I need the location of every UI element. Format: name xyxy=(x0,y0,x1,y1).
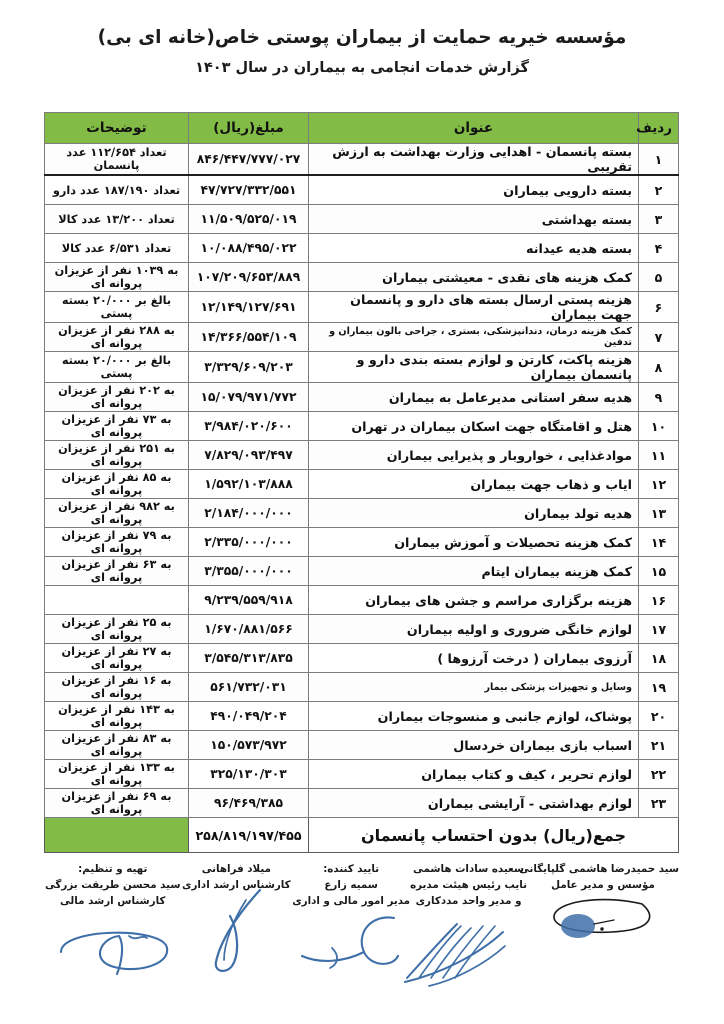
cell-amount-rial: ۳/۳۲۹/۶۰۹/۲۰۳ xyxy=(189,352,309,383)
signature-name: سعیده سادات هاشمی xyxy=(413,863,524,875)
cell-amount-rial: ۴۹۰/۰۴۹/۲۰۴ xyxy=(189,702,309,731)
cell-description: به ۲۷ نفر از عزیزان پروانه ای xyxy=(45,644,189,673)
cell-amount-rial: ۱۵/۰۷۹/۹۷۱/۷۷۲ xyxy=(189,383,309,412)
table-row xyxy=(45,292,679,323)
cell-row-number: ۹ xyxy=(639,383,679,412)
cell-row-number: ۲۳ xyxy=(639,789,679,818)
signature-position: مؤسس و مدیر عامل xyxy=(551,878,655,891)
cell-amount-rial: ۲/۳۳۵/۰۰۰/۰۰۰ xyxy=(189,528,309,557)
cell-amount-rial: ۴۷/۷۲۷/۳۳۲/۵۵۱ xyxy=(189,175,309,205)
signature-area xyxy=(45,862,679,984)
cell-description: به ۲۵ نفر از عزیزان پروانه ای xyxy=(45,615,189,644)
table-row xyxy=(45,144,679,176)
cell-row-number: ۱۷ xyxy=(639,615,679,644)
signature-position-line2: و مدیر واحد مددکاری xyxy=(415,894,522,907)
cell-description: به ۲۰۲ نفر از عزیزان پروانه ای xyxy=(45,383,189,412)
cell-amount-rial: ۸۴۶/۴۴۷/۷۷۷/۰۲۷ xyxy=(189,144,309,176)
cell-description: به ۶۹ نفر از عزیزان پروانه ای xyxy=(45,789,189,818)
signature-block xyxy=(410,862,527,984)
signature-role: تایید کننده: xyxy=(323,863,380,875)
cell-amount-rial: ۷/۸۲۹/۰۹۳/۴۹۷ xyxy=(189,441,309,470)
cell-service-title: هتل و اقامتگاه جهت اسکان بیماران در تهران xyxy=(309,412,639,441)
organization-title: مؤسسه خیریه حمایت از بیماران پوستی خاص(خانه ای بی) xyxy=(97,27,627,48)
cell-description: به ۸۵ نفر از عزیزان پروانه ای xyxy=(45,470,189,499)
signature-block xyxy=(180,862,292,984)
table-body xyxy=(45,144,679,853)
cell-amount-rial: ۱۱/۵۰۹/۵۲۵/۰۱۹ xyxy=(189,205,309,234)
table-row xyxy=(45,412,679,441)
cell-description: به ۸۳ نفر از عزیزان پروانه ای xyxy=(45,731,189,760)
cell-row-number: ۱ xyxy=(639,144,679,176)
signature-name: میلاد فراهانی xyxy=(201,863,271,875)
cell-row-number: ۶ xyxy=(639,292,679,323)
cell-row-number: ۴ xyxy=(639,234,679,263)
table-row xyxy=(45,586,679,615)
cell-amount-rial: ۱۰/۰۸۸/۴۹۵/۰۲۲ xyxy=(189,234,309,263)
cell-description: به ۱۳۳ نفر از عزیزان پروانه ای xyxy=(45,760,189,789)
cell-row-number: ۲۲ xyxy=(639,760,679,789)
signature-block xyxy=(519,862,679,984)
cell-amount-rial: ۱/۵۹۲/۱۰۳/۸۸۸ xyxy=(189,470,309,499)
signature-name: سمیه زارع xyxy=(324,878,378,891)
cell-description: به ۲۸۸ نفر از عزیزان پروانه ای xyxy=(45,323,189,352)
cell-service-title: لوازم بهداشتی - آرایشی بیماران xyxy=(309,789,639,818)
cell-amount-rial: ۹/۲۳۹/۵۵۹/۹۱۸ xyxy=(189,586,309,615)
cell-service-title: کمک هزینه تحصیلات و آموزش بیماران xyxy=(309,528,639,557)
cell-amount-rial: ۱/۶۷۰/۸۸۱/۵۶۶ xyxy=(189,615,309,644)
column-header-amount: مبلغ(ریال) xyxy=(189,113,309,144)
table-row xyxy=(45,470,679,499)
signature-position: کارشناس ارشد مالی xyxy=(60,894,166,907)
signature-position: نایب رئیس هیئت مدیره xyxy=(410,878,527,891)
cell-row-number: ۱۳ xyxy=(639,499,679,528)
cell-amount-rial: ۵۶۱/۷۳۲/۰۳۱ xyxy=(189,673,309,702)
cell-row-number: ۱۸ xyxy=(639,644,679,673)
report-table-container xyxy=(45,112,679,853)
cell-service-title: بسته هدیه عیدانه xyxy=(309,234,639,263)
cell-service-title: بسته پانسمان - اهدایی وزارت بهداشت به ارزش تقریبی xyxy=(309,144,639,176)
cell-amount-rial: ۳/۵۴۵/۳۱۳/۸۳۵ xyxy=(189,644,309,673)
cell-service-title: هزینه برگزاری مراسم و جشن های بیماران xyxy=(309,586,639,615)
table-row xyxy=(45,789,679,818)
cell-row-number: ۱۹ xyxy=(639,673,679,702)
cell-amount-rial: ۹۶/۴۶۹/۳۸۵ xyxy=(189,789,309,818)
cell-row-number: ۳ xyxy=(639,205,679,234)
signature-position: کارشناس ارشد اداری xyxy=(182,878,291,891)
signature-ink-area xyxy=(410,912,527,984)
cell-amount-rial: ۲/۱۸۴/۰۰۰/۰۰۰ xyxy=(189,499,309,528)
cell-row-number: ۸ xyxy=(639,352,679,383)
table-row xyxy=(45,383,679,412)
cell-service-title: بسته بهداشتی xyxy=(309,205,639,234)
signature-ink-area xyxy=(45,912,180,984)
cell-service-title: لوازم خانگی ضروری و اولیه بیماران xyxy=(309,615,639,644)
cell-service-title: آرزوی بیماران ( درخت آرزوها ) xyxy=(309,644,639,673)
table-row xyxy=(45,557,679,586)
cell-service-title: بسته دارویی بیماران xyxy=(309,175,639,205)
cell-service-title: هدیه تولد بیماران xyxy=(309,499,639,528)
cell-service-title: موادغذایی ، خواروبار و پذیرایی بیماران xyxy=(309,441,639,470)
signature-stamp xyxy=(538,896,668,956)
cell-service-title: وسایل و تجهیزات پزشکی بیمار xyxy=(309,673,639,702)
cell-description: به ۹۸۲ نفر از عزیزان پروانه ای xyxy=(45,499,189,528)
cell-service-title: کمک هزینه درمان، دندانپزشکی، بستری ، جراحی بالون بیماران و تدفین xyxy=(309,323,639,352)
cell-description: بالغ بر ۲۰/۰۰۰ بسته پستی xyxy=(45,292,189,323)
table-row xyxy=(45,673,679,702)
signature-name: سید حمیدرضا هاشمی گلپایگانی xyxy=(519,863,679,875)
signature-block xyxy=(292,862,410,984)
cell-service-title: اسباب بازی بیماران خردسال xyxy=(309,731,639,760)
report-subtitle: گزارش خدمات انجامی به بیماران در سال ۱۴۰۳ xyxy=(195,59,529,76)
table-row xyxy=(45,615,679,644)
cell-service-title: کمک هزینه بیماران ایتام xyxy=(309,557,639,586)
cell-description: به ۱۰۳۹ نفر از عزیزان پروانه ای xyxy=(45,263,189,292)
cell-row-number: ۷ xyxy=(639,323,679,352)
column-header-title: عنوان xyxy=(309,113,639,144)
table-row xyxy=(45,263,679,292)
cell-description: به ۱۶ نفر از عزیزان پروانه ای xyxy=(45,673,189,702)
signature-mark xyxy=(43,912,183,982)
cell-row-number: ۱۲ xyxy=(639,470,679,499)
table-row xyxy=(45,644,679,673)
cell-row-number: ۱۵ xyxy=(639,557,679,586)
cell-row-number: ۲۱ xyxy=(639,731,679,760)
cell-description: به ۶۳ نفر از عزیزان پروانه ای xyxy=(45,557,189,586)
cell-amount-rial: ۳۲۵/۱۳۰/۳۰۳ xyxy=(189,760,309,789)
total-label: جمع(ریال) بدون احتساب پانسمان xyxy=(309,818,679,853)
signature-role: تهیه و تنظیم: xyxy=(78,863,148,875)
table-row xyxy=(45,352,679,383)
cell-row-number: ۱۱ xyxy=(639,441,679,470)
cell-service-title: هدیه سفر استانی مدیرعامل به بیماران xyxy=(309,383,639,412)
cell-description: به ۲۵۱ نفر از عزیزان پروانه ای xyxy=(45,441,189,470)
cell-row-number: ۵ xyxy=(639,263,679,292)
table-row xyxy=(45,323,679,352)
table-header xyxy=(45,113,679,144)
cell-description: تعداد ۶/۵۳۱ عدد کالا xyxy=(45,234,189,263)
cell-description xyxy=(45,586,189,615)
document-header xyxy=(0,0,724,76)
table-row xyxy=(45,702,679,731)
total-amount: ۲۵۸/۸۱۹/۱۹۷/۴۵۵ xyxy=(189,818,309,853)
total-description xyxy=(45,818,189,853)
signature-ink-area xyxy=(180,896,292,968)
table-row xyxy=(45,234,679,263)
table-total-row xyxy=(45,818,679,853)
table-row xyxy=(45,731,679,760)
table-row xyxy=(45,528,679,557)
cell-row-number: ۲۰ xyxy=(639,702,679,731)
signature-mark xyxy=(176,896,296,978)
cell-description: تعداد ۱۱۲/۶۵۴ عدد پانسمان xyxy=(45,144,189,176)
services-report-table xyxy=(44,112,679,853)
cell-description: به ۷۹ نفر از عزیزان پروانه ای xyxy=(45,528,189,557)
table-row xyxy=(45,175,679,205)
table-row xyxy=(45,205,679,234)
signature-block xyxy=(45,862,180,984)
cell-service-title: هزینه پاکت، کارتن و لوازم بسته بندی دارو و پانسمان بیماران xyxy=(309,352,639,383)
cell-amount-rial: ۱۵۰/۵۷۳/۹۷۲ xyxy=(189,731,309,760)
cell-service-title: کمک هزینه های نقدی - معیشتی بیماران xyxy=(309,263,639,292)
signature-name: سید محسن طریقت بزرگی xyxy=(45,878,181,891)
header-row xyxy=(45,113,679,144)
signature-ink-area xyxy=(292,912,410,984)
cell-amount-rial: ۳/۹۸۴/۰۲۰/۶۰۰ xyxy=(189,412,309,441)
cell-description: به ۱۴۳ نفر از عزیزان پروانه ای xyxy=(45,702,189,731)
cell-service-title: ایاب و ذهاب جهت بیماران xyxy=(309,470,639,499)
cell-amount-rial: ۱۴/۳۶۶/۵۵۴/۱۰۹ xyxy=(189,323,309,352)
cell-row-number: ۱۴ xyxy=(639,528,679,557)
column-header-rowno: ردیف xyxy=(639,113,679,144)
cell-row-number: ۱۶ xyxy=(639,586,679,615)
cell-amount-rial: ۱۲/۱۴۹/۱۲۷/۶۹۱ xyxy=(189,292,309,323)
signature-mark xyxy=(399,912,539,990)
cell-row-number: ۱۰ xyxy=(639,412,679,441)
table-row xyxy=(45,441,679,470)
cell-description: تعداد ۱۸۷/۱۹۰ عدد دارو xyxy=(45,175,189,205)
cell-description: به ۷۳ نفر از عزیزان پروانه ای xyxy=(45,412,189,441)
cell-service-title: پوشاک، لوازم جانبی و منسوجات بیماران xyxy=(309,702,639,731)
cell-description: تعداد ۱۳/۲۰۰ عدد کالا xyxy=(45,205,189,234)
signature-ink-area xyxy=(527,896,679,968)
cell-amount-rial: ۱۰۷/۲۰۹/۶۵۳/۸۸۹ xyxy=(189,263,309,292)
signature-mark xyxy=(286,912,416,990)
cell-service-title: هزینه پستی ارسال بسته های دارو و پانسمان جهت بیماران xyxy=(309,292,639,323)
cell-row-number: ۲ xyxy=(639,175,679,205)
table-row xyxy=(45,499,679,528)
column-header-desc: توضیحات xyxy=(45,113,189,144)
table-row xyxy=(45,760,679,789)
cell-description: بالغ بر ۲۰/۰۰۰ بسته پستی xyxy=(45,352,189,383)
cell-service-title: لوازم تحریر ، کیف و کتاب بیماران xyxy=(309,760,639,789)
signature-position: مدیر امور مالی و اداری xyxy=(292,894,411,907)
cell-amount-rial: ۳/۳۵۵/۰۰۰/۰۰۰ xyxy=(189,557,309,586)
